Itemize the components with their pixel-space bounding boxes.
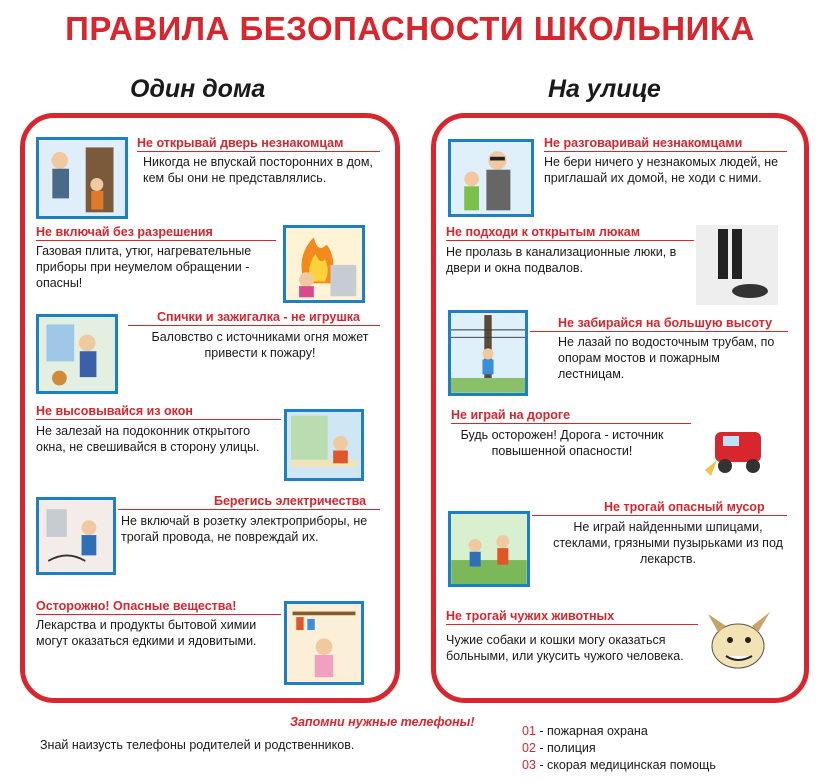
rule-text: Чужие собаки и кошки могу оказаться больными, или укусить чужого человека.	[446, 633, 684, 663]
title-underline	[446, 624, 701, 625]
phone-list	[522, 723, 716, 774]
title-underline	[36, 614, 281, 615]
rule-title: Не трогай опасный мусор	[604, 500, 765, 514]
phone-number: 03	[522, 758, 536, 772]
child-with-matches-picture	[36, 314, 118, 394]
title-underline	[544, 151, 787, 152]
rule-text: Будь осторожен! Дорога - источник повышенной опасности!	[460, 428, 664, 458]
rule-text: Не лазай по водосточным трубам, по опорам мостов и пожарным лестницам.	[558, 335, 775, 381]
phone-label: - пожарная охрана	[539, 724, 648, 738]
left-column-heading: Один дома	[130, 75, 266, 103]
title-underline	[36, 419, 281, 420]
road-accident-picture	[697, 410, 779, 484]
child-at-window-picture	[284, 409, 364, 481]
title-underline	[532, 515, 787, 516]
rule-text: Не пролазь в канализационные люки, в двери и окна подвалов.	[446, 245, 677, 275]
phone-label: - полиция	[539, 741, 596, 755]
rule-title: Берегись электричества	[214, 494, 367, 508]
right-column-heading: На улице	[548, 75, 661, 103]
footer-title: Запомни нужные телефоны!	[290, 715, 475, 729]
phone-entry	[522, 740, 716, 757]
rule-title: Спички и зажигалка - не игрушка	[157, 310, 360, 324]
rule-title: Не открывай дверь незнакомцам	[137, 136, 344, 150]
phone-entry	[522, 723, 716, 740]
stranger-at-door-picture	[36, 137, 128, 219]
rule-title: Не играй на дороге	[451, 408, 571, 422]
climbing-pole-picture	[448, 310, 528, 396]
stranger-on-street-picture	[448, 139, 534, 217]
open-manhole-picture	[696, 225, 778, 305]
title-underline	[128, 325, 380, 326]
phone-entry	[522, 757, 716, 774]
rule-title: Не подходи к открытым люкам	[446, 225, 640, 239]
title-underline	[446, 240, 694, 241]
fire-stove-picture	[283, 225, 365, 303]
rule-text: Лекарства и продукты бытовой химии могут оказаться едкими и ядовитыми.	[36, 618, 257, 648]
rule-text: Газовая плита, утюг, нагревательные приборы при неумелом обращении - опасны!	[36, 244, 252, 290]
rule-title: Не разговаривай незнакомцами	[544, 136, 743, 150]
dangerous-trash-picture	[448, 511, 530, 587]
rule-title: Не высовывайся из окон	[36, 404, 193, 418]
rule-text: Не включай в розетку электроприборы, не трогай провода, не повреждай их.	[121, 514, 368, 544]
rule-text: Не играй найденными шпицами, стеклами, грязными пузырьками из под лекарств.	[553, 520, 783, 566]
title-underline	[118, 509, 380, 510]
title-underline	[451, 423, 691, 424]
rule-text: Никогда не впускай посторонних в дом, кем бы они не представлялись.	[143, 155, 373, 185]
title-underline	[137, 151, 380, 152]
phone-number: 01	[522, 724, 536, 738]
rule-title: Не трогай чужих животных	[446, 609, 615, 623]
rule-title: Осторожно! Опасные вещества!	[36, 599, 237, 613]
page-title: ПРАВИЛА БЕЗОПАСНОСТИ ШКОЛЬНИКА	[65, 10, 755, 47]
chemicals-shelf-picture	[284, 601, 364, 685]
rule-title: Не включай без разрешения	[36, 225, 213, 239]
rule-text: Не залезай на подоконник открытого окна, не свешивайся в сторону улицы.	[36, 424, 260, 454]
rule-text: Баловство с источниками огня может привести к пожару!	[151, 330, 369, 360]
rule-text: Не бери ничего у незнакомых людей, не приглашай их домой, не ходи с ними.	[544, 155, 779, 185]
electrical-outlet-picture	[36, 497, 116, 575]
phone-number: 02	[522, 741, 536, 755]
rule-title: Не забирайся на большую высоту	[558, 316, 773, 330]
angry-dog-picture	[698, 602, 780, 682]
title-underline	[36, 240, 276, 241]
phone-label: - скорая медицинская помощь	[539, 758, 716, 772]
title-underline	[530, 331, 788, 332]
footer-text: Знай наизусть телефоны родителей и родственников.	[40, 738, 355, 752]
